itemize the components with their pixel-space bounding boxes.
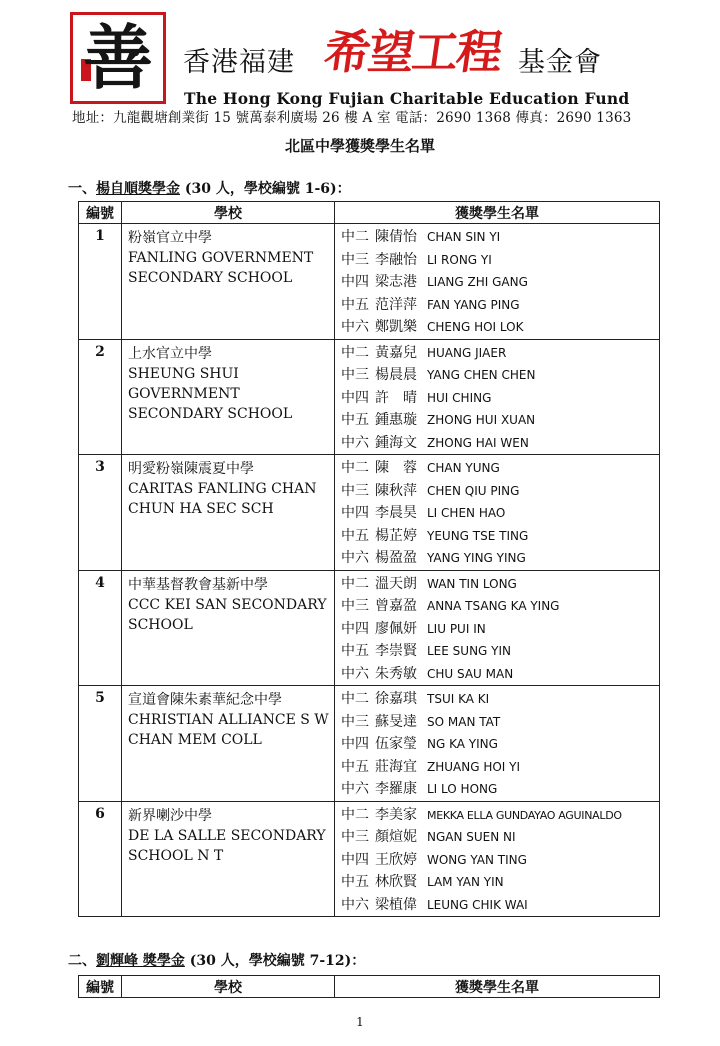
student-name-en: LI RONG YI	[427, 252, 492, 267]
org-name-english: The Hong Kong Fujian Charitable Education Fund	[184, 89, 630, 108]
section-1-heading	[68, 178, 351, 198]
school-id: 5	[79, 686, 122, 802]
list-item	[341, 315, 659, 338]
table-row	[79, 455, 660, 571]
student-grade: 中三	[341, 598, 369, 614]
student-name-en: CHENG HOI LOK	[427, 320, 524, 334]
list-item	[341, 755, 659, 778]
student-name-en: MEKKA ELLA GUNDAYAO AGUINALDO	[427, 808, 622, 822]
header-school: 學校	[122, 976, 335, 998]
list-item	[341, 501, 659, 524]
student-grade: 中四	[341, 505, 369, 521]
student-name-zh: 廖佩妍	[375, 620, 417, 637]
student-name-en: ZHONG HAI WEN	[427, 435, 529, 450]
list-item	[341, 617, 659, 640]
list-item	[341, 546, 659, 569]
student-grade: 中三	[341, 251, 369, 268]
list-item	[341, 363, 659, 386]
school-name-en: SHEUNG SHUI	[128, 365, 239, 382]
student-grade: 中二	[341, 229, 369, 245]
list-item	[341, 524, 659, 547]
students-cell	[335, 686, 660, 802]
student-name-zh: 莊海宜	[375, 758, 417, 775]
header-id: 編號	[79, 202, 122, 224]
school-name-en: GOVERNMENT	[128, 385, 240, 402]
student-name-en: WAN TIN LONG	[427, 576, 517, 591]
student-name-zh: 李融怡	[375, 251, 417, 268]
school-id: 2	[79, 339, 122, 455]
school-name-en: CHUN HA SEC SCH	[128, 501, 274, 517]
student-grade: 中二	[341, 575, 369, 592]
school-name-en: SECONDARY SCHOOL	[128, 270, 293, 286]
student-name-zh: 蘇旻達	[375, 713, 417, 730]
student-name-zh: 梁志港	[375, 274, 417, 290]
school-cell	[122, 455, 335, 571]
students-cell	[335, 570, 660, 686]
school-name-en: SECONDARY SCHOOL	[128, 405, 293, 422]
school-cell	[122, 686, 335, 802]
student-name-en: LEE SUNG YIN	[427, 644, 511, 658]
school-name-zh: 中華基督教會基新中學	[128, 576, 268, 593]
students-cell	[335, 801, 660, 917]
header-students: 獲獎學生名單	[335, 202, 660, 224]
student-grade: 中三	[341, 829, 369, 845]
list-item	[341, 270, 659, 293]
student-grade: 中三	[341, 482, 369, 499]
student-name-en: WONG YAN TING	[427, 852, 527, 867]
table-header-row	[79, 976, 660, 998]
section-2-prefix: 二、	[68, 953, 96, 969]
school-cell	[122, 570, 335, 686]
school-name-en: SCHOOL N T	[128, 847, 224, 864]
student-name-zh: 黃嘉兒	[375, 344, 417, 361]
student-name-zh: 李美家	[375, 806, 417, 823]
list-item	[341, 639, 659, 662]
student-name-zh: 鍾海文	[375, 434, 417, 451]
section-2-heading	[68, 950, 365, 970]
student-grade: 中四	[341, 389, 369, 406]
student-name-en: FAN YANG PING	[427, 297, 520, 312]
list-item	[341, 893, 659, 916]
student-grade: 中三	[341, 713, 369, 730]
student-name-zh: 陳倩怡	[375, 229, 417, 245]
student-name-en: LI LO HONG	[427, 782, 498, 796]
school-id: 3	[79, 455, 122, 571]
section-2-scholarship-name: 劉輝峰 獎學金	[96, 953, 185, 969]
school-id: 1	[79, 224, 122, 340]
school-id: 4	[79, 570, 122, 686]
list-item	[341, 431, 659, 454]
table-row	[79, 224, 660, 340]
school-name-zh: 宣道會陳朱素華紀念中學	[128, 692, 282, 708]
student-grade: 中二	[341, 691, 369, 707]
school-name-zh: 粉嶺官立中學	[128, 230, 212, 246]
student-name-zh: 顏煊妮	[375, 829, 417, 845]
school-id: 6	[79, 801, 122, 917]
table-row	[79, 570, 660, 686]
student-name-zh: 鍾惠璇	[375, 412, 417, 428]
student-name-en: YANG YING YING	[427, 551, 526, 565]
list-item	[341, 687, 659, 710]
student-grade: 中五	[341, 643, 369, 659]
student-grade: 中六	[341, 781, 369, 797]
header-students: 獲獎學生名單	[335, 976, 660, 998]
student-grade: 中五	[341, 527, 369, 544]
student-name-zh: 林欣賢	[375, 874, 417, 890]
student-name-en: LIU PUI IN	[427, 621, 486, 636]
table-row	[79, 686, 660, 802]
list-item	[341, 479, 659, 502]
student-grade: 中二	[341, 806, 369, 823]
school-name-zh: 明愛粉嶺陳震夏中學	[128, 461, 254, 477]
student-name-zh: 陳秋萍	[375, 482, 417, 499]
student-grade: 中四	[341, 851, 369, 868]
foundation-logo	[70, 12, 166, 104]
document-title: 北區中學獲獎學生名單	[284, 137, 435, 155]
student-name-zh: 楊盈盈	[375, 550, 417, 566]
table-body	[79, 224, 660, 917]
student-grade: 中六	[341, 434, 369, 451]
table-row	[79, 801, 660, 917]
student-name-zh: 鄭凱樂	[375, 319, 417, 335]
list-item	[341, 662, 659, 685]
student-name-en: NG KA YING	[427, 737, 498, 751]
student-name-zh: 陳 蓉	[375, 460, 417, 476]
list-item	[341, 572, 659, 595]
school-name-en: CCC KEI SAN SECONDARY	[128, 596, 327, 613]
section-1-prefix: 一、	[68, 181, 96, 197]
students-cell	[335, 455, 660, 571]
school-name-en: CHAN MEM COLL	[128, 732, 262, 748]
student-name-en: YEUNG TSE TING	[427, 528, 529, 543]
student-name-en: TSUI KA KI	[427, 692, 490, 706]
school-name-en: DE LA SALLE SECONDARY	[128, 827, 326, 844]
list-item	[341, 848, 659, 871]
table-row	[79, 339, 660, 455]
student-grade: 中六	[341, 665, 369, 682]
student-grade: 中五	[341, 412, 369, 428]
students-cell	[335, 224, 660, 340]
list-item	[341, 456, 659, 479]
student-grade: 中六	[341, 319, 369, 335]
student-name-zh: 伍家瑩	[375, 736, 417, 752]
list-item	[341, 870, 659, 893]
table-header-row	[79, 202, 660, 224]
student-name-en: CHAN YUNG	[427, 461, 500, 475]
student-grade: 中六	[341, 550, 369, 566]
list-item	[341, 293, 659, 316]
section-1-scholarship-name: 楊自順獎學金	[96, 181, 180, 197]
student-name-en: HUANG JIAER	[427, 345, 507, 360]
school-cell	[122, 801, 335, 917]
section-2-suffix: (30 人，學校編號 7-12)：	[184, 953, 366, 969]
student-grade: 中四	[341, 274, 369, 290]
student-name-en: LEUNG CHIK WAI	[427, 897, 528, 912]
student-name-en: LIANG ZHI GANG	[427, 275, 528, 289]
student-name-en: ZHUANG HOI YI	[427, 759, 521, 774]
student-name-en: ZHONG HUI XUAN	[427, 413, 536, 427]
list-item	[341, 386, 659, 409]
org-name-left: 香港福建	[183, 47, 295, 78]
list-item	[341, 732, 659, 755]
students-cell	[335, 339, 660, 455]
student-name-zh: 梁植偉	[375, 896, 417, 913]
student-name-en: LI CHEN HAO	[427, 506, 506, 520]
student-name-en: ANNA TSANG KA YING	[427, 599, 560, 613]
section-1-suffix: (30 人，學校編號 1-6)：	[180, 181, 351, 197]
list-item	[341, 710, 659, 733]
letterhead	[0, 0, 720, 128]
page-number: 1	[356, 1015, 364, 1029]
list-item	[341, 341, 659, 364]
student-grade: 中二	[341, 460, 369, 476]
student-grade: 中四	[341, 620, 369, 637]
student-name-en: CHEN QIU PING	[427, 483, 520, 498]
awardee-table-2	[78, 975, 660, 998]
school-cell	[122, 224, 335, 340]
student-name-en: LAM YAN YIN	[427, 875, 504, 889]
student-name-zh: 溫天朗	[375, 575, 417, 592]
logo-glyph: 善	[83, 16, 153, 99]
student-grade: 中五	[341, 296, 369, 313]
org-name-brush: 希望工程	[320, 25, 505, 79]
student-name-en: CHAN SIN YI	[427, 230, 501, 244]
header-id: 編號	[79, 976, 122, 998]
list-item	[341, 594, 659, 617]
student-grade: 中六	[341, 896, 369, 913]
school-name-en: FANLING GOVERNMENT	[128, 250, 314, 266]
list-item	[341, 225, 659, 248]
student-name-zh: 范洋萍	[375, 296, 417, 313]
student-name-zh: 朱秀敏	[375, 665, 417, 682]
list-item	[341, 803, 659, 826]
student-name-en: YANG CHEN CHEN	[427, 368, 536, 382]
student-name-zh: 王欣婷	[375, 851, 417, 868]
awardee-table	[78, 201, 660, 917]
student-name-en: CHU SAU MAN	[427, 666, 514, 681]
student-grade: 中四	[341, 736, 369, 752]
list-item	[341, 777, 659, 800]
school-name-en: SCHOOL	[128, 616, 193, 633]
student-name-zh: 李晨昊	[375, 505, 417, 521]
student-grade: 中五	[341, 758, 369, 775]
student-name-en: NGAN SUEN NI	[427, 830, 516, 844]
student-name-zh: 楊晨晨	[375, 367, 417, 383]
student-grade: 中二	[341, 344, 369, 361]
header-school: 學校	[122, 202, 335, 224]
list-item	[341, 825, 659, 848]
student-name-en: SO MAN TAT	[427, 714, 501, 729]
school-name-en: CHRISTIAN ALLIANCE S W	[128, 712, 329, 728]
list-item	[341, 408, 659, 431]
student-grade: 中五	[341, 874, 369, 890]
list-item	[341, 248, 659, 271]
student-name-zh: 曾嘉盈	[375, 598, 417, 614]
student-name-zh: 徐嘉琪	[375, 691, 417, 707]
school-name-zh: 新界喇沙中學	[128, 807, 212, 824]
school-name-zh: 上水官立中學	[128, 345, 212, 362]
org-address: 地址：九龍觀塘創業街 15 號萬泰利廣場 26 樓 A 室 電話：2690 1368 傳真：2690 1363	[72, 110, 632, 126]
student-name-en: HUI CHING	[427, 390, 492, 405]
student-name-zh: 許 晴	[375, 389, 417, 406]
student-grade: 中三	[341, 367, 369, 383]
org-name-right: 基金會	[518, 47, 602, 78]
school-cell	[122, 339, 335, 455]
student-name-zh: 楊芷婷	[375, 527, 417, 544]
school-name-en: CARITAS FANLING CHAN	[128, 481, 317, 497]
student-name-zh: 李崇賢	[375, 643, 417, 659]
student-name-zh: 李羅康	[375, 781, 417, 797]
